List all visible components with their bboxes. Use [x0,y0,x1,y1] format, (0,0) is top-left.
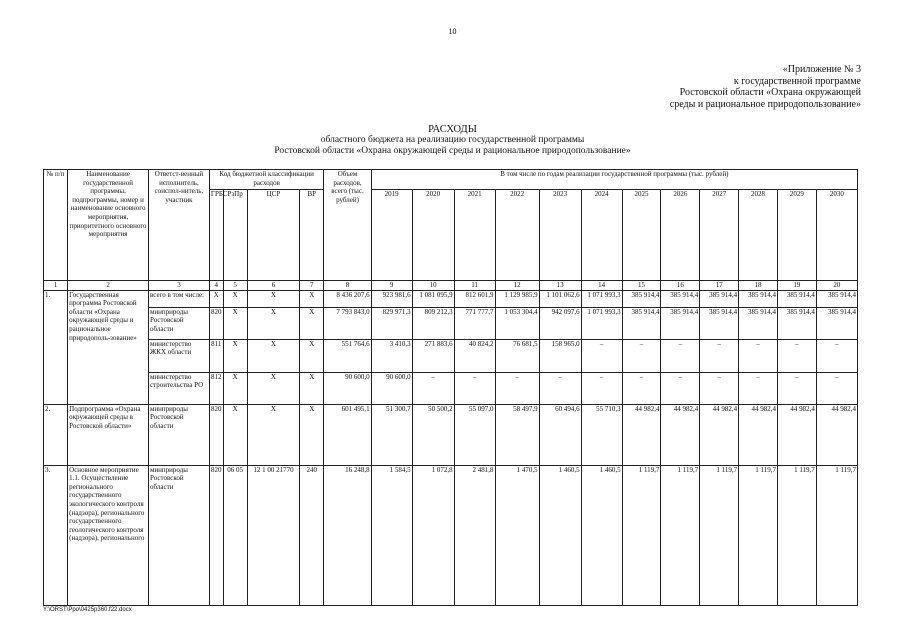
row-year-value: 809 212,3 [412,307,454,339]
column-number: 17 [700,281,739,291]
row-year-value: – [739,339,778,372]
table-row [44,290,858,307]
row-year-value: 1 119,7 [739,465,778,605]
row-year-value: 1 072,8 [412,465,454,605]
row-year-value: – [581,339,622,372]
appendix-caption [631,64,861,110]
table-row [44,372,858,404]
row-year-value: 1 470,5 [495,465,539,605]
row-year-value: 1 101 062,6 [539,290,581,307]
row-year-value: 1 584,5 [371,465,412,605]
row-year-value: 812 601,9 [454,290,495,307]
header-num: № п/п [44,170,68,281]
row-year-value: 44 982,4 [816,404,857,465]
row-vr: 240 [300,465,324,605]
row-year-value: – [622,339,661,372]
header-year: 2028 [739,190,778,281]
row-year-value: 44 982,4 [700,404,739,465]
column-number: 12 [495,281,539,291]
row-year-value: – [777,372,816,404]
row-year-value: – [816,339,857,372]
column-number: 1 [44,281,68,291]
row-csr: Х [247,339,300,372]
row-year-value: – [454,372,495,404]
appendix-line: «Приложение № 3 [782,64,861,75]
row-total: 551 764,6 [324,339,371,372]
row-total: 8 436 207,6 [324,290,371,307]
row-year-value: 385 914,4 [700,307,739,339]
row-grbs: 820 [209,307,223,339]
row-total: 90 600,0 [324,372,371,404]
row-year-value: 55 097,0 [454,404,495,465]
row-year-value: 2 481,8 [454,465,495,605]
row-year-value: 44 982,4 [661,404,700,465]
document-title [0,124,905,157]
row-year-value: 385 914,4 [816,307,857,339]
row-year-value: 385 914,4 [622,290,661,307]
header-volume: Объем расходов, всего (тыс. рублей) [324,170,371,281]
header-executor: Ответст-венный исполнитель, соиспол-нитель, участник [149,170,210,281]
row-year-value: – [739,372,778,404]
row-year-value: – [622,372,661,404]
row-year-value: 3 410,3 [371,339,412,372]
row-vr: Х [300,290,324,307]
header-year: 2020 [412,190,454,281]
row-year-value: 40 824,2 [454,339,495,372]
row-year-value: 44 982,4 [622,404,661,465]
row-year-value: 90 600,0 [371,372,412,404]
row-year-value: 271 883,6 [412,339,454,372]
row-year-value: 55 710,3 [581,404,622,465]
header-name: Наименование государственной программы, подпрограммы, номер и наименование основного мероприятия, приоритетного основного мероприятия [68,170,149,281]
table-row [44,307,858,339]
row-year-value: 1 081 095,9 [412,290,454,307]
row-year-value: 385 914,4 [622,307,661,339]
row-executor: минприроды Ростовской области [149,465,210,605]
row-executor: минприроды Ростовской области [149,404,210,465]
row-year-value: – [816,372,857,404]
column-number: 4 [209,281,223,291]
row-year-value: 44 982,4 [777,404,816,465]
row-vr: Х [300,339,324,372]
row-name: Подпрограмма «Охрана окружающей среды в Ростовской области» [68,404,149,465]
row-year-value: – [661,372,700,404]
row-year-value: 385 914,4 [739,307,778,339]
row-year-value: 1 460,5 [581,465,622,605]
row-number: 1. [44,290,68,404]
row-rzpr: 06 05 [223,465,247,605]
column-number: 16 [661,281,700,291]
row-csr: Х [247,290,300,307]
column-number: 11 [454,281,495,291]
row-year-value: – [700,339,739,372]
header-year: 2029 [777,190,816,281]
row-rzpr: Х [223,290,247,307]
header-rzpr: РзПр [223,190,247,281]
row-year-value: 1 071 993,3 [581,290,622,307]
header-budget-code: Код бюджетной классификации расходов [209,170,323,190]
row-year-value: 771 777,7 [454,307,495,339]
row-csr: Х [247,404,300,465]
column-number: 18 [739,281,778,291]
row-year-value: 76 681,5 [495,339,539,372]
row-year-value: 1 119,7 [777,465,816,605]
row-year-value: 1 119,7 [700,465,739,605]
row-year-value: 385 914,4 [739,290,778,307]
row-year-value: 829 971,3 [371,307,412,339]
row-year-value: 1 119,7 [622,465,661,605]
header-year: 2022 [495,190,539,281]
row-rzpr: Х [223,307,247,339]
title-line: РАСХОДЫ [428,124,477,135]
header-year: 2026 [661,190,700,281]
header-year: 2021 [454,190,495,281]
column-number: 6 [247,281,300,291]
column-number: 20 [816,281,857,291]
header-year: 2019 [371,190,412,281]
row-grbs: Х [209,290,223,307]
row-total: 601 495,1 [324,404,371,465]
column-number: 14 [581,281,622,291]
header-grbs: ГРБС [209,190,223,281]
column-number: 15 [622,281,661,291]
row-number: 2. [44,404,68,465]
row-csr: Х [247,307,300,339]
appendix-line: к государственной программе [733,75,861,87]
column-number: 10 [412,281,454,291]
row-year-value: 51 300,7 [371,404,412,465]
row-year-value: 44 982,4 [739,404,778,465]
appendix-line: Ростовской области «Охрана окружающей [679,87,861,98]
column-number-row [44,281,858,291]
column-number: 19 [777,281,816,291]
row-number: 3. [44,465,68,605]
row-year-value: 942 097,6 [539,307,581,339]
row-year-value: – [581,372,622,404]
row-year-value: 1 053 304,4 [495,307,539,339]
row-year-value: – [700,372,739,404]
row-year-value: 385 914,4 [661,290,700,307]
row-executor: министерство строительства РО [149,372,210,404]
row-vr: Х [300,404,324,465]
table-row [44,339,858,372]
row-year-value: – [495,372,539,404]
column-number: 7 [300,281,324,291]
row-year-value: 50 500,2 [412,404,454,465]
header-year: 2024 [581,190,622,281]
header-year: 2027 [700,190,739,281]
row-grbs: 820 [209,404,223,465]
row-year-value: 385 914,4 [700,290,739,307]
row-year-value: 1 119,7 [816,465,857,605]
row-csr: Х [247,372,300,404]
row-year-value: 1 119,7 [661,465,700,605]
row-rzpr: Х [223,372,247,404]
row-year-value: – [777,339,816,372]
column-number: 8 [324,281,371,291]
row-executor: минприроды Ростовской области [149,307,210,339]
row-year-value: 158 965,0 [539,339,581,372]
row-year-value: 1 460,5 [539,465,581,605]
file-path: Y:\ORST\Ppo\0425p360.f22.docx [43,607,132,613]
title-line: Ростовской области «Охрана окружающей среды и рациональное природопользование» [274,146,631,156]
column-number: 2 [68,281,149,291]
table-row [44,465,858,605]
header-year: 2030 [816,190,857,281]
column-number: 5 [223,281,247,291]
column-number: 9 [371,281,412,291]
row-year-value: 923 981,6 [371,290,412,307]
row-year-value: – [412,372,454,404]
row-year-value: 385 914,4 [661,307,700,339]
row-year-value: 385 914,4 [816,290,857,307]
row-csr: 12 1 00 21770 [247,465,300,605]
row-executor: министерство ЖКХ области [149,339,210,372]
row-vr: Х [300,372,324,404]
row-year-value: 60 494,6 [539,404,581,465]
header-by-years: В том числе по годам реализации государственной программы (тыс. рублей) [371,170,857,190]
table-row [44,404,858,465]
row-rzpr: Х [223,339,247,372]
row-vr: Х [300,307,324,339]
row-year-value: – [539,372,581,404]
row-name: Государственная программа Ростовской области «Охрана окружающей среды и рациональное природополь-зование» [68,290,149,404]
row-grbs: 812 [209,372,223,404]
row-total: 16 248,8 [324,465,371,605]
row-year-value: 1 071 993,3 [581,307,622,339]
header-year: 2025 [622,190,661,281]
header-csr: ЦСР [247,190,300,281]
row-total: 7 793 843,0 [324,307,371,339]
row-year-value: 58 497,9 [495,404,539,465]
column-number: 3 [149,281,210,291]
page-number: 10 [448,27,457,36]
row-year-value: 385 914,4 [777,307,816,339]
row-grbs: 811 [209,339,223,372]
expenses-table [43,169,858,606]
row-executor: всего в том числе: [149,290,210,307]
row-year-value: 385 914,4 [777,290,816,307]
row-name: Основное мероприятие 1.1. Осуществление регионального государственного экологического контроля (надзора), регионального государственного геологического контроля (надзора), регионального [68,465,149,605]
row-year-value: – [661,339,700,372]
row-rzpr: Х [223,404,247,465]
title-line: областного бюджета на реализацию государственной программы [320,135,585,145]
column-number: 13 [539,281,581,291]
header-year: 2023 [539,190,581,281]
appendix-line: среды и рациональное природопользование» [669,98,861,110]
header-vr: ВР [300,190,324,281]
row-year-value: 1 129 985,9 [495,290,539,307]
row-grbs: 820 [209,465,223,605]
